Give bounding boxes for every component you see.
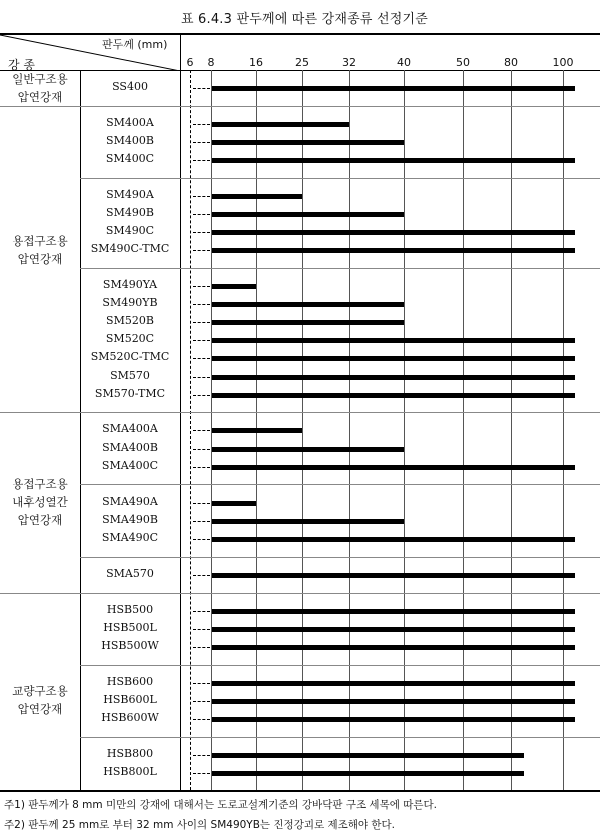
tick-label: 100 [552, 56, 574, 69]
grade-name: SMA490C [101, 531, 159, 544]
row-separator [0, 106, 600, 107]
thickness-bar [212, 140, 404, 145]
min-thickness-stub [193, 719, 210, 720]
category-label [0, 70, 80, 106]
grade-name: HSB600 [106, 675, 154, 688]
grade-name: SM490B [106, 206, 154, 219]
min-thickness-stub [193, 611, 210, 612]
min-thickness-stub [193, 701, 210, 702]
row-separator [80, 665, 600, 666]
min-thickness-stub [193, 340, 210, 341]
thickness-bar [212, 375, 575, 380]
min-thickness-stub [193, 88, 210, 89]
category-label-line: 압연강재 [17, 252, 63, 266]
table-title: 표 6.4.3 판두께에 따른 강재종류 선정기준 [180, 12, 429, 27]
table-bottom-border [0, 790, 600, 792]
grade-name: SM490YA [102, 278, 158, 291]
row-separator [0, 593, 600, 594]
grade-name: SM400A [106, 116, 154, 129]
thickness-bar [212, 338, 575, 343]
grade-name: SMA400C [101, 459, 159, 472]
min-thickness-stub [193, 250, 210, 251]
grade-name: HSB500L [103, 621, 157, 634]
tick-label: 16 [249, 56, 263, 69]
thickness-bar [212, 465, 575, 470]
thickness-bar [212, 609, 575, 614]
grade-name: SM490C-TMC [90, 242, 170, 255]
grade-header: 강 종 [8, 58, 35, 72]
thickness-header: 판두께 (mm) [102, 38, 168, 51]
header-bottom-border [0, 70, 600, 71]
min-thickness-stub [193, 232, 210, 233]
thickness-bar [212, 447, 404, 452]
min-thickness-stub [193, 539, 210, 540]
grade-name: SMA400A [102, 422, 158, 435]
thickness-bar [212, 284, 256, 289]
thickness-bar [212, 230, 575, 235]
min-thickness-stub [193, 358, 210, 359]
min-thickness-stub [193, 160, 210, 161]
category-label-line: 압연강재 [17, 702, 63, 716]
grade-name: SM400C [105, 152, 155, 165]
tick-label: 50 [456, 56, 470, 69]
category-label [0, 475, 80, 529]
thickness-bar [212, 699, 575, 704]
tick-label: 6 [186, 56, 194, 69]
min-thickness-stub [193, 467, 210, 468]
min-thickness-stub [193, 683, 210, 684]
min-thickness-stub [193, 196, 210, 197]
min-thickness-stub [193, 503, 210, 504]
grade-name: SMA400B [102, 441, 158, 454]
min-thickness-stub [193, 286, 210, 287]
grade-name: HSB600L [103, 693, 157, 706]
tick-label: 80 [504, 56, 518, 69]
grade-name: SMA570 [106, 567, 154, 580]
tick-label: 40 [397, 56, 411, 69]
thickness-bar [212, 519, 404, 524]
min-thickness-stub [193, 449, 210, 450]
grade-name: SM490C [105, 224, 155, 237]
grade-name: SMA490B [102, 513, 158, 526]
thickness-bar [212, 212, 404, 217]
thickness-bar [212, 681, 575, 686]
min-thickness-stub [193, 395, 210, 396]
grade-name: HSB800L [103, 765, 157, 778]
thickness-bar [212, 753, 524, 758]
thickness-bar [212, 537, 575, 542]
grade-name: SM490A [106, 188, 154, 201]
tick-label: 25 [295, 56, 309, 69]
category-label [0, 232, 80, 268]
row-separator [0, 412, 600, 413]
min-thickness-stub [193, 304, 210, 305]
grade-name: SM490YB [102, 296, 158, 309]
row-separator [80, 268, 600, 269]
note-1: 주1) 판두께가 8 mm 미만의 강재에 대해서는 도로교설계기준의 강바닥판 구조 세목에 따른다. [4, 799, 437, 811]
grade-name: HSB500W [101, 639, 159, 652]
min-thickness-stub [193, 773, 210, 774]
min-thickness-stub [193, 124, 210, 125]
min-thickness-stub [193, 575, 210, 576]
thickness-bar [212, 86, 575, 91]
thickness-bar [212, 717, 575, 722]
grade-name: SM520C-TMC [90, 350, 170, 363]
thickness-bar [212, 573, 575, 578]
thickness-bar [212, 302, 404, 307]
category-label-line: 용접구조용 [12, 477, 68, 491]
thickness-bar [212, 501, 256, 506]
thickness-bar [212, 122, 349, 127]
min-thickness-stub [193, 142, 210, 143]
thickness-bar [212, 248, 575, 253]
min-thickness-stub [193, 214, 210, 215]
category-label-line: 일반구조용 [12, 72, 68, 86]
grade-name: SS400 [112, 80, 148, 93]
min-thickness-stub [193, 647, 210, 648]
tick-label: 32 [342, 56, 356, 69]
grade-name: SM570 [110, 369, 150, 382]
grade-name: SM520C [105, 332, 155, 345]
header-diagonal [0, 33, 180, 71]
min-thickness-stub [193, 629, 210, 630]
min-thickness-stub [193, 430, 210, 431]
min-thickness-stub [193, 755, 210, 756]
tick-label: 8 [207, 56, 215, 69]
grade-name: HSB600W [101, 711, 159, 724]
note-2: 주2) 판두께 25 mm로 부터 32 mm 사이의 SM490YB는 진정강괴로 제조해야 한다. [4, 819, 395, 831]
thickness-bar [212, 320, 404, 325]
min-thickness-stub [193, 377, 210, 378]
thickness-bar [212, 645, 575, 650]
thickness-bar [212, 356, 575, 361]
grade-name: HSB500 [106, 603, 154, 616]
min-thickness-stub [193, 521, 210, 522]
row-separator [80, 737, 600, 738]
thickness-bar [212, 627, 575, 632]
thickness-bar [212, 158, 575, 163]
grade-name: SM570-TMC [94, 387, 166, 400]
thickness-bar [212, 428, 302, 433]
grade-name: HSB800 [106, 747, 154, 760]
min-thickness-stub [193, 322, 210, 323]
thickness-bar [212, 393, 575, 398]
row-separator [80, 557, 600, 558]
category-label [0, 682, 80, 718]
thickness-bar [212, 194, 302, 199]
row-separator [80, 484, 600, 485]
grade-name: SM400B [106, 134, 154, 147]
category-label-line: 내후성열간 [12, 495, 68, 509]
row-separator [80, 178, 600, 179]
category-label-line: 용접구조용 [12, 234, 68, 248]
category-label-line: 교량구조용 [12, 684, 68, 698]
category-label-line: 압연강재 [17, 90, 63, 104]
grade-name: SM520B [106, 314, 154, 327]
thickness-bar [212, 771, 524, 776]
category-label-line: 압연강재 [17, 513, 63, 527]
grade-name: SMA490A [102, 495, 158, 508]
